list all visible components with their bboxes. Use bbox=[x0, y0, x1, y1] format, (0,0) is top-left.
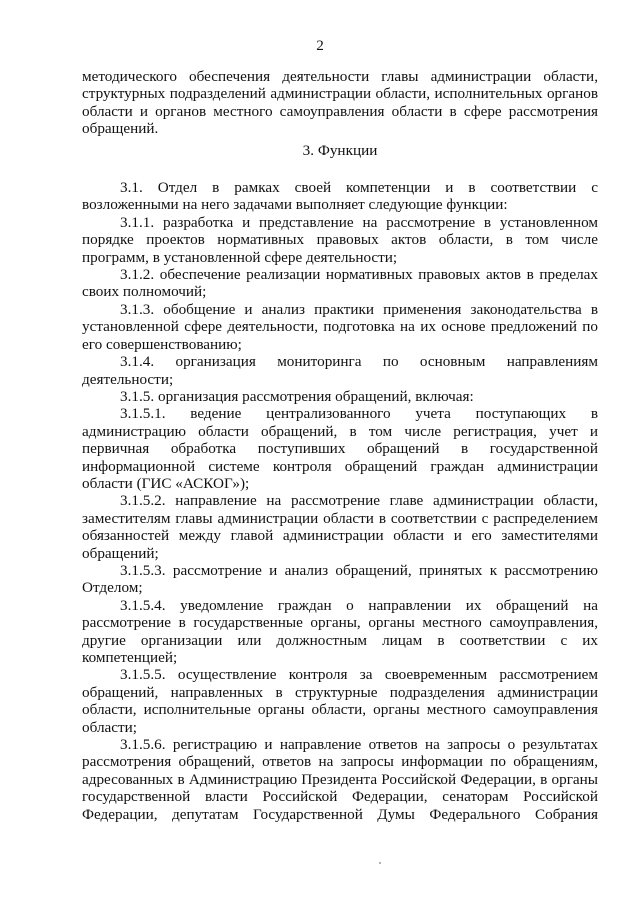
paragraph-3-1-5-6: 3.1.5.6. регистрацию и направление ответов на запросы о результатах рассмотрения обращений, ответов на запросы информации по обращениям, адресованных в Администрацию Президента Российской Федерации, в органы государственной власти Российской Федерации, сенаторам Российской Федерации, депутатам Государственной Думы Федерального Собрания bbox=[82, 736, 598, 823]
paragraph-3-1-5-3: 3.1.5.3. рассмотрение и анализ обращений, принятых к рассмотрению Отделом; bbox=[82, 561, 598, 597]
paragraph-3-1-5-5: 3.1.5.5. осуществление контроля за своевременным рассмотрением обращений, направленных в структурные подразделения администрации области, исполнительные органы области, органы местного самоуправления области; bbox=[82, 666, 598, 736]
paragraph-3-1-5-1: 3.1.5.1. ведение централизованного учета поступающих в администрацию области обращений, в том числе регистрация, учет и первичная обработка поступивших обращений в государственной информационной системе контроля обращений граждан администрации области (ГИС «АСКОГ»); bbox=[82, 405, 598, 492]
paragraph-3-1: 3.1. Отдел в рамках своей компетенции и в соответствии с возложенными на него задачами выполняет следующие функции: bbox=[82, 179, 598, 214]
paragraph-3-1-4: 3.1.4. организация мониторинга по основным направлениям деятельности; bbox=[82, 353, 598, 388]
paragraph-3-1-5-2: 3.1.5.2. направление на рассмотрение главе администрации области, заместителям главы администрации области в соответствии с распределением обязанностей между главой администрации области и его заместителями обращений; bbox=[82, 492, 598, 562]
scan-dust-mark bbox=[379, 862, 381, 864]
document-body bbox=[82, 68, 598, 823]
paragraph-3-1-5: 3.1.5. организация рассмотрения обращений, включая: bbox=[120, 387, 474, 405]
section-heading: 3. Функции bbox=[302, 141, 378, 159]
paragraph-3-1-2: 3.1.2. обеспечение реализации нормативных правовых актов в пределах своих полномочий; bbox=[82, 266, 598, 301]
page-number: 2 bbox=[316, 37, 324, 54]
paragraph-3-1-1: 3.1.1. разработка и представление на рассмотрение в установленном порядке проектов нормативных правовых актов области, в том числе программ, в установленной сфере деятельности; bbox=[82, 213, 598, 266]
paragraph-continuation: методического обеспечения деятельности главы администрации области, структурных подразделений администрации области, исполнительных органов области и органов местного самоуправления области в сфере рассмотрения обращений. bbox=[82, 68, 598, 138]
paragraph-3-1-5-4: 3.1.5.4. уведомление граждан о направлении их обращений на рассмотрение в государственные органы, органы местного самоуправления, другие организации или должностным лицам в соответствии с их компетенцией; bbox=[82, 596, 598, 666]
paragraph-3-1-3: 3.1.3. обобщение и анализ практики применения законодательства в установленной сфере деятельности, подготовка на их основе предложений по его совершенствованию; bbox=[82, 300, 598, 353]
